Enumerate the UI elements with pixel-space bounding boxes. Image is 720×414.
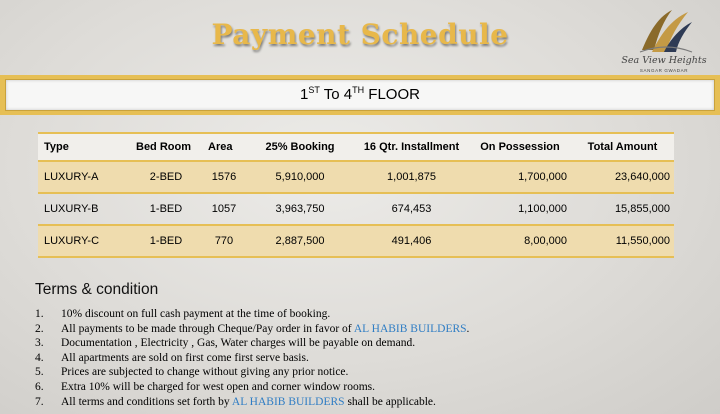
cell-type: LUXURY-C [44,235,100,247]
terms-item [35,351,715,366]
cell-installment: 674,453 [391,203,432,215]
cell-bed-room: 2-BED [149,171,183,183]
logo-name: Sea View Heights [621,55,707,66]
terms-item-number: 5. [35,366,44,379]
terms-item-text-end: . [466,322,470,335]
floor-heading-text-end: FLOOR [364,86,420,103]
cell-bed-room: 1-BED [149,203,183,215]
floor-heading-sup-st: ST [308,85,320,95]
terms-item [35,336,715,351]
logo-subtitle: SANGAR GWADAR [639,68,689,73]
table-row [38,161,674,193]
cell-bed-room: 1-BED [149,235,183,247]
cell-possession: 1,700,000 [518,171,567,183]
terms-item-text: Extra 10% will be charged for west open and corner window rooms. [61,380,376,393]
terms-item-number: 4. [35,351,44,364]
terms-item-highlight: AL HABIB BUILDERS [353,322,467,335]
payment-schedule-table [38,132,674,258]
cell-possession: 8,00,000 [524,235,567,247]
cell-area: 1057 [211,203,237,215]
terms-item-number: 6. [35,380,44,393]
cell-booking: 2,887,500 [275,235,325,247]
terms-item-text: All terms and conditions set forth by [61,395,232,408]
terms-item-number: 2. [35,322,44,335]
floor-heading-text: 1 [300,86,309,103]
terms-item-text: 10% discount on full cash payment at the time of booking. [61,308,331,320]
cell-area: 1576 [211,171,237,183]
cell-type: LUXURY-B [44,203,99,215]
header-booking: 25% Booking [246,133,354,161]
cell-total: 23,640,000 [614,171,670,183]
terms-item-text: All apartments are sold on first come first serve basis. [61,351,309,364]
floor-heading-text-mid: To 4 [319,86,353,103]
terms-item [35,380,715,395]
cell-area: 770 [214,235,234,247]
header-area: Area [202,133,246,161]
cell-total: 15,855,000 [614,203,670,215]
terms-item-number: 1. [35,308,44,320]
page-title: Payment Schedule [211,18,509,51]
terms-item-number: 3. [35,337,44,350]
cell-booking: 3,963,750 [275,203,325,215]
header-total: Total Amount [571,133,674,161]
header-type: Type [38,133,130,161]
floor-heading [5,79,715,111]
terms-item [35,307,715,322]
header-possession: On Possession [469,133,571,161]
terms-title: Terms & condition [35,281,159,298]
header-bed-room: Bed Room [130,133,202,161]
terms-item-text: Documentation , Electricity , Gas, Water charges will be payable on demand. [61,337,416,350]
terms-item [35,395,715,410]
floor-heading-sup-th: TH [352,85,365,95]
terms-item-text: All payments to be made through Cheque/Pay order in favor of [61,322,354,335]
table-row [38,193,674,225]
terms-list [35,307,715,409]
cell-total: 11,550,000 [615,235,670,247]
terms-item-text-end: shall be applicable. [344,395,436,408]
cell-installment: 491,406 [391,235,432,247]
table-row [38,225,674,257]
brand-logo [614,6,714,76]
cell-booking: 5,910,000 [275,171,325,183]
cell-possession: 1,100,000 [518,203,567,215]
table-header-row [38,133,674,161]
terms-item-number: 7. [35,395,44,408]
terms-item [35,365,715,380]
header-installment: 16 Qtr. Installment [354,133,469,161]
terms-item [35,322,715,337]
wave-logo-icon [638,6,694,56]
terms-item-highlight: AL HABIB BUILDERS [231,395,345,408]
cell-type: LUXURY-A [44,171,99,183]
terms-item-text: Prices are subjected to change without giving any prior notice. [61,366,349,379]
cell-installment: 1,001,875 [387,171,436,183]
